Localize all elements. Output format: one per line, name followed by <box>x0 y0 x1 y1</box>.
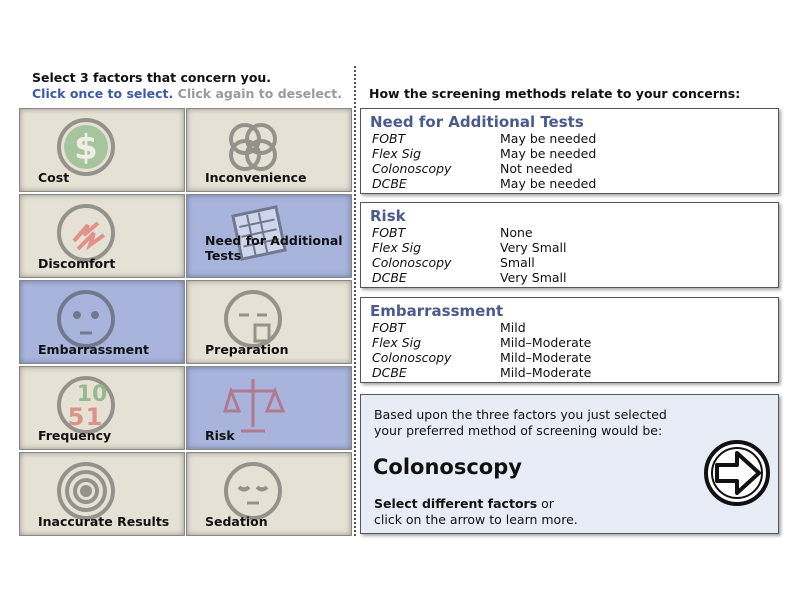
concern-row: FOBT May be needed <box>372 131 597 146</box>
select-hint: Click once to select. <box>32 86 174 101</box>
factor-label: Embarrassment <box>38 342 149 357</box>
concern-row: Colonoscopy Small <box>372 255 535 270</box>
select-different-factors[interactable]: Select different factors <box>374 496 538 511</box>
factor-tile-cost[interactable] <box>19 108 185 192</box>
concern-title: Embarrassment <box>370 302 504 320</box>
concerns-heading: How the screening methods relate to your concerns: <box>369 86 741 101</box>
factor-tile-risk[interactable] <box>186 366 352 450</box>
factor-label: Sedation <box>205 514 268 529</box>
concern-box-risk <box>360 202 779 288</box>
svg-text:$: $ <box>74 128 98 168</box>
factor-tile-inconvenience[interactable] <box>186 108 352 192</box>
svg-text:10: 10 <box>76 382 108 407</box>
factor-tile-frequency[interactable] <box>19 366 185 450</box>
factor-label: Need for Additional Tests <box>205 233 343 263</box>
concern-box-additional-tests <box>360 108 779 194</box>
concern-row: Flex Sig May be needed <box>372 146 597 161</box>
factor-tile-preparation[interactable] <box>186 280 352 364</box>
factor-tile-inaccurate-results[interactable] <box>19 452 185 536</box>
panel-divider <box>354 66 356 536</box>
concern-row: Flex Sig Mild–Moderate <box>372 335 592 350</box>
right-arrow-circle-icon[interactable] <box>703 439 771 507</box>
instructions-line1: Select 3 factors that concern you. <box>32 70 272 85</box>
recommendation-intro: Based upon the three factors you just selected your preferred method of screening would be: <box>374 407 667 438</box>
factor-tile-additional-tests[interactable] <box>186 194 352 278</box>
svg-text:5: 5 <box>67 403 85 431</box>
recommendation-box <box>360 394 779 534</box>
factor-label: Discomfort <box>38 256 116 271</box>
concern-box-embarrassment <box>360 297 779 383</box>
recommendation-footer: Select different factors or click on the arrow to learn more. <box>374 496 578 527</box>
concern-row: Colonoscopy Not needed <box>372 161 573 176</box>
concern-row: FOBT None <box>372 225 533 240</box>
factor-tile-discomfort[interactable] <box>19 194 185 278</box>
factor-tile-embarrassment[interactable] <box>19 280 185 364</box>
factor-label: Risk <box>205 428 235 443</box>
concern-row: FOBT Mild <box>372 320 526 335</box>
factor-label: Preparation <box>205 342 289 357</box>
concern-row: DCBE May be needed <box>372 176 597 191</box>
concern-title: Risk <box>370 207 406 225</box>
deselect-hint: Click again to deselect. <box>177 86 342 101</box>
factor-label: Inaccurate Results <box>38 514 170 529</box>
concern-row: Colonoscopy Mild–Moderate <box>372 350 592 365</box>
factor-label: Inconvenience <box>205 170 307 185</box>
factor-label: Frequency <box>38 428 112 443</box>
concern-title: Need for Additional Tests <box>370 113 584 131</box>
instructions <box>32 70 342 102</box>
concern-row: DCBE Very Small <box>372 270 567 285</box>
recommended-method: Colonoscopy <box>373 455 522 479</box>
factor-tile-sedation[interactable] <box>186 452 352 536</box>
factor-label: Cost <box>38 170 70 185</box>
concern-row: Flex Sig Very Small <box>372 240 567 255</box>
concern-row: DCBE Mild–Moderate <box>372 365 592 380</box>
instructions-line2 <box>32 86 342 102</box>
svg-text:1: 1 <box>85 403 103 431</box>
